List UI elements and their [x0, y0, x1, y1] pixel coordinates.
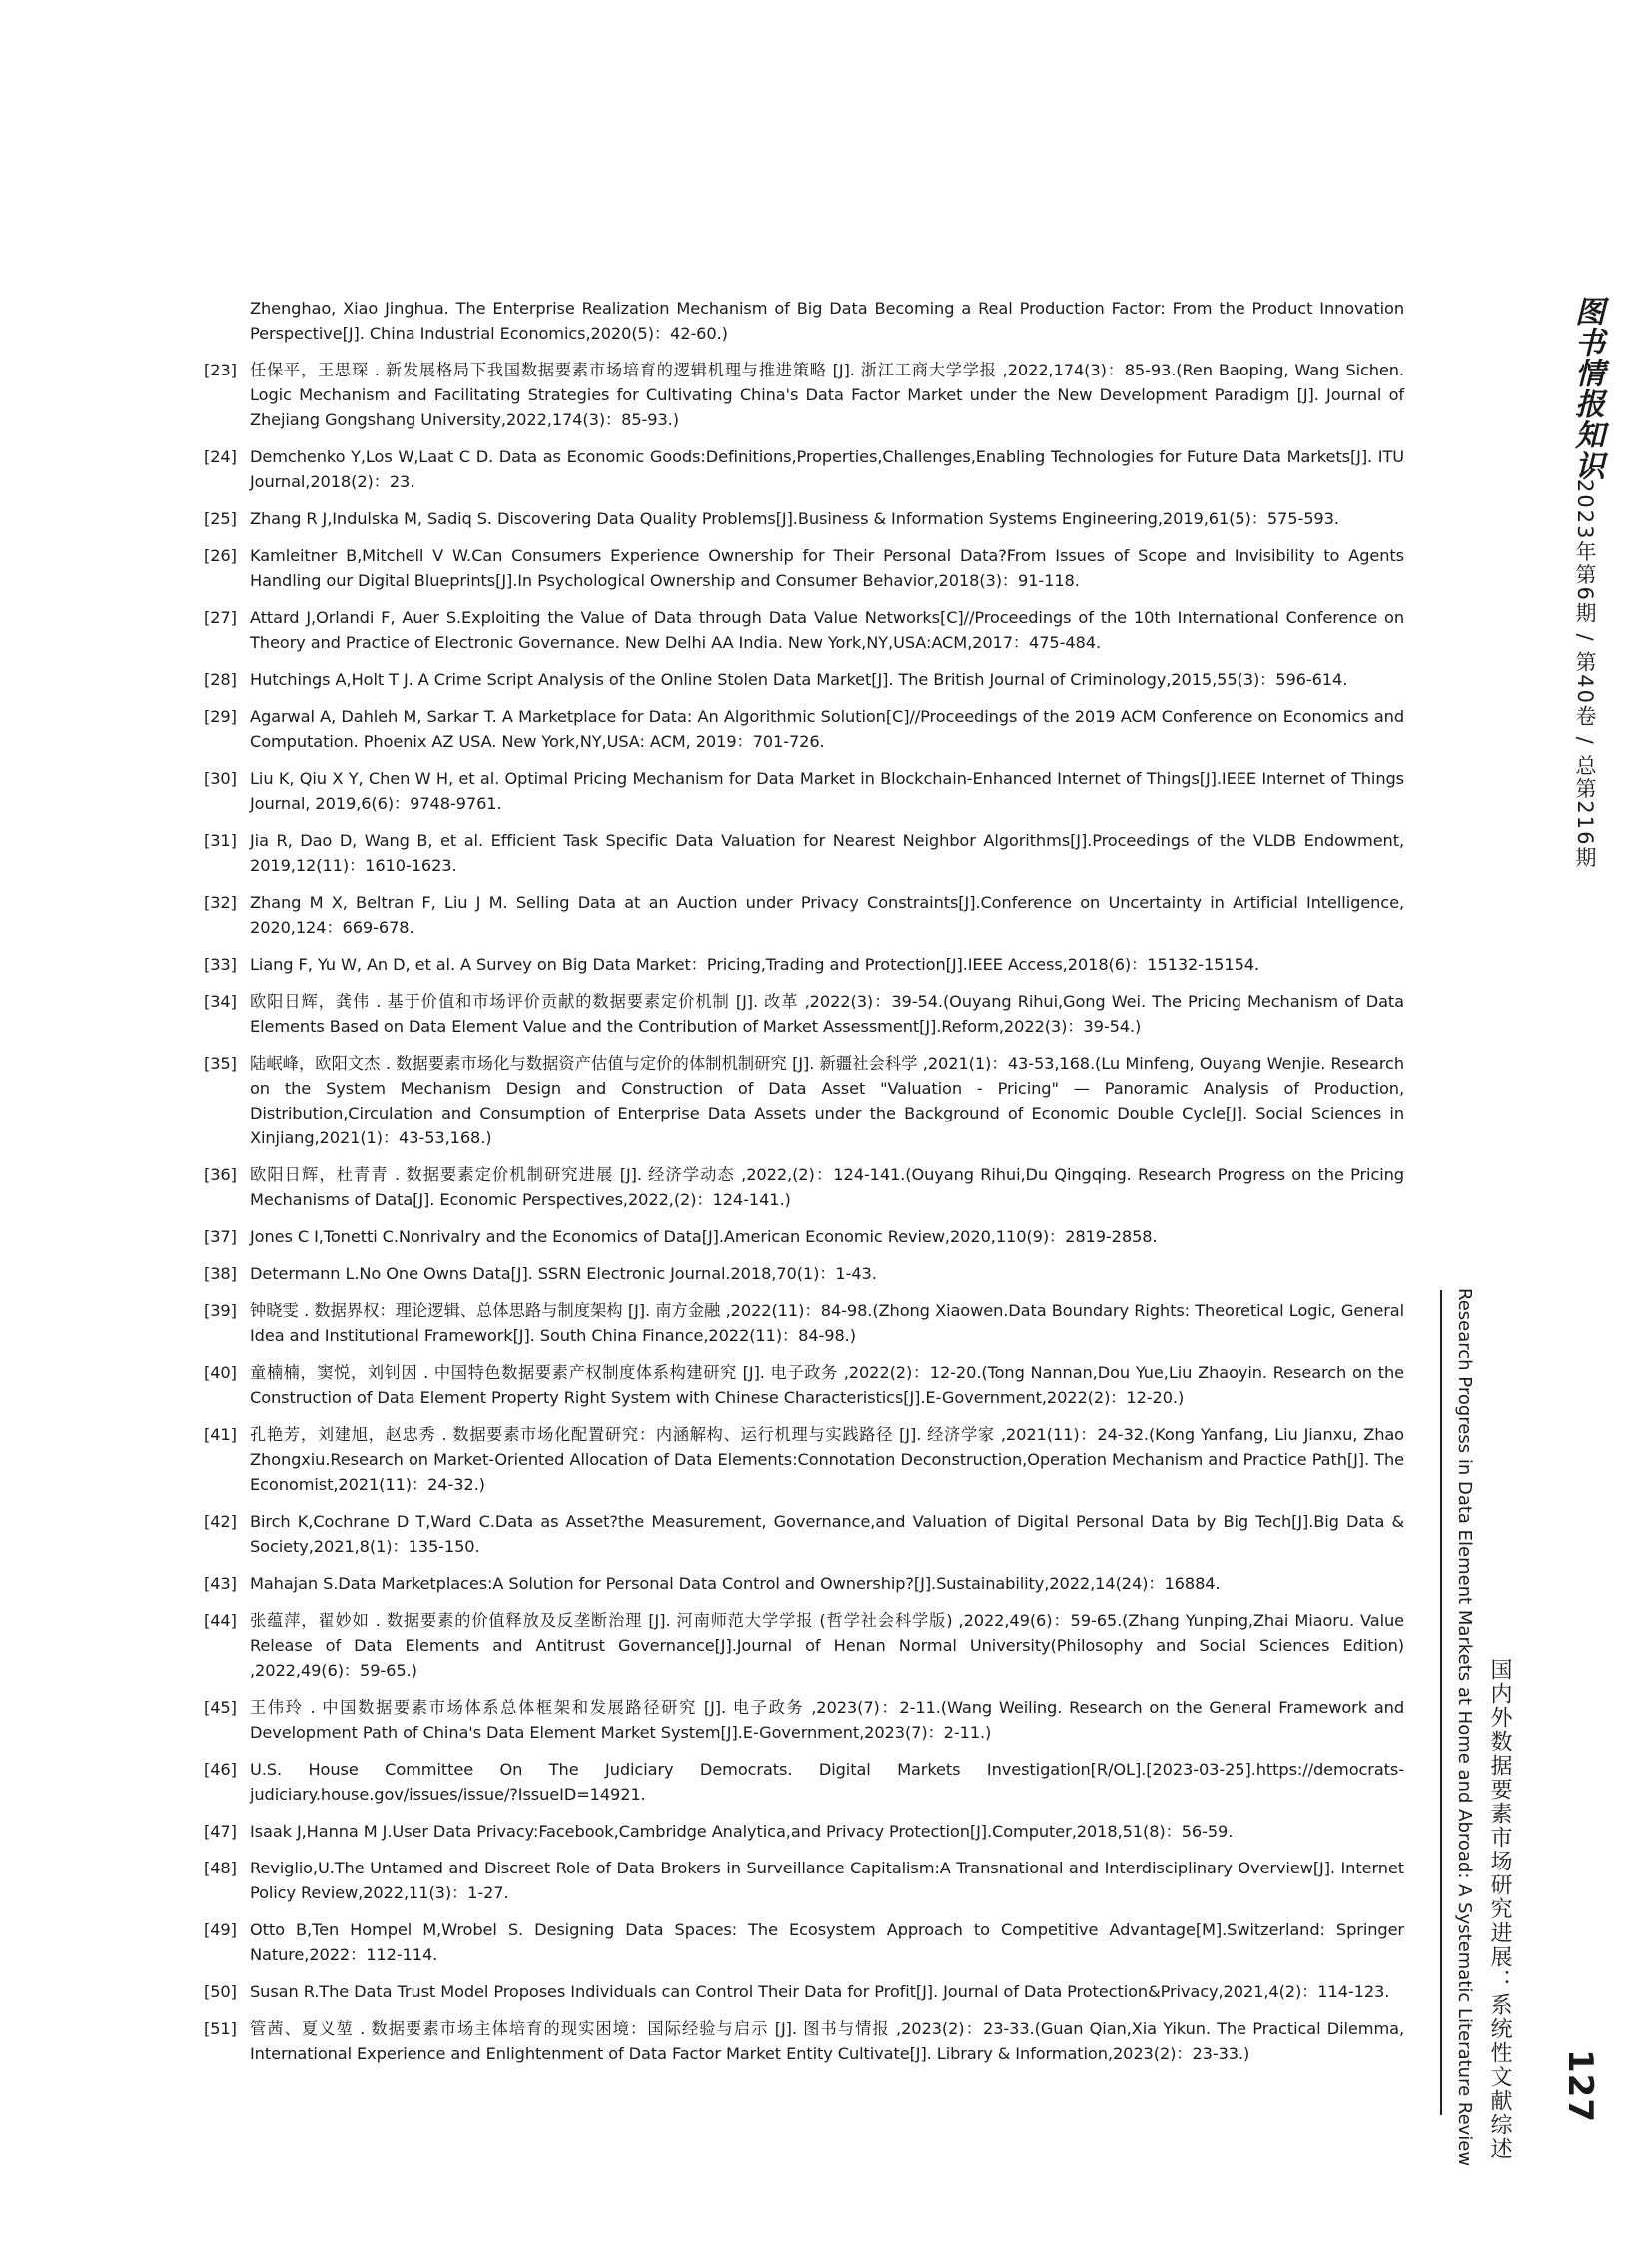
- reference-item: [204, 543, 1404, 593]
- reference-item: [204, 1979, 1404, 2004]
- reference-text: 张蕴萍，翟妙如 . 数据要素的价值释放及反垄断治理 [J]. 河南师范大学学报 (哲学社会科学版) ,2022,49(6)：59-65.(Zhang Yunping,Zhai Miaoru. Value Release of Data Elements and Antitrust Governance[J].Journal of Henan Normal University(Philosophy and Social Sciences Edition) ,2022,49(6)：59-65.): [250, 1611, 1404, 1680]
- reference-text: Zhang R J,Indulska M, Sadiq S. Discovering Data Quality Problems[J].Business & Information Systems Engineering,2019,61(5)：575-593.: [250, 509, 1339, 528]
- reference-item: [204, 1757, 1404, 1807]
- reference-number: [41]: [204, 1425, 237, 1444]
- reference-item: [204, 1422, 1404, 1497]
- reference-item: [204, 296, 1404, 346]
- reference-text: Isaak J,Hanna M J.User Data Privacy:Facebook,Cambridge Analytica,and Privacy Protection[J].Computer,2018,51(8)：56-59.: [250, 1822, 1234, 1841]
- reference-text: 管茜、夏义堃 . 数据要素市场主体培育的现实困境：国际经验与启示 [J]. 图书与情报 ,2023(2)：23-33.(Guan Qian,Xia Yikun. The Practical Dilemma, International Experience and Enlightenment of Data Factor Market Entity Cultivate[J]. Library & Information,2023(2)：23-33.): [250, 2019, 1404, 2063]
- reference-item: [204, 2016, 1404, 2066]
- reference-item: [204, 952, 1404, 977]
- reference-item: [204, 828, 1404, 878]
- reference-number: [49]: [204, 1920, 237, 1939]
- reference-number: [50]: [204, 1982, 237, 2001]
- reference-item: [204, 1261, 1404, 1286]
- issue-info: 2023年第6期 / 第40卷 / 总第216期: [1573, 479, 1597, 870]
- reference-number: [23]: [204, 361, 237, 379]
- reference-item: [204, 766, 1404, 816]
- reference-number: [26]: [204, 546, 237, 565]
- reference-item: [204, 1360, 1404, 1410]
- reference-number: [43]: [204, 1574, 237, 1593]
- page-number: 127: [1560, 2049, 1600, 2123]
- reference-text: Determann L.No One Owns Data[J]. SSRN Electronic Journal.2018,70(1)：1-43.: [250, 1264, 877, 1283]
- reference-text: Demchenko Y,Los W,Laat C D. Data as Economic Goods:Definitions,Properties,Challenges,Enabling Technologies for Future Data Markets[J]. ITU Journal,2018(2)：23.: [250, 447, 1404, 491]
- reference-number: [28]: [204, 670, 237, 689]
- reference-number: [40]: [204, 1363, 237, 1382]
- reference-item: [204, 506, 1404, 531]
- reference-number: [29]: [204, 707, 237, 726]
- reference-text: Jia R, Dao D, Wang B, et al. Efficient Task Specific Data Valuation for Nearest Neighbor Algorithms[J].Proceedings of the VLDB Endowment, 2019,12(11)：1610-1623.: [250, 831, 1404, 875]
- reference-item: [204, 605, 1404, 655]
- reference-number: [36]: [204, 1165, 237, 1184]
- reference-item: [204, 989, 1404, 1039]
- reference-text: 孔艳芳，刘建旭，赵忠秀 . 数据要素市场化配置研究：内涵解构、运行机理与实践路径 [J]. 经济学家 ,2021(11)：24-32.(Kong Yanfang, Liu Jianxu, Zhao Zhongxiu.Research on Market-Oriented Allocation of Data Elements:Connotation Deconstruction,Operation Mechanism and Practice Path[J]. The Economist,2021(11)：24-32.): [250, 1425, 1404, 1494]
- reference-item: [204, 1298, 1404, 1348]
- reference-item: [204, 444, 1404, 494]
- reference-item: [204, 1162, 1404, 1212]
- reference-number: [42]: [204, 1512, 237, 1531]
- reference-text: Agarwal A, Dahleh M, Sarkar T. A Marketplace for Data: An Algorithmic Solution[C]//Proceedings of the 2019 ACM Conference on Economics and Computation. Phoenix AZ USA. New York,NY,USA: ACM, 2019：701-726.: [250, 707, 1404, 751]
- reference-item: [204, 358, 1404, 432]
- reference-text: Birch K,Cochrane D T,Ward C.Data as Asset?the Measurement, Governance,and Valuation of Digital Personal Data by Big Tech[J].Big Data & Society,2021,8(1)：135-150.: [250, 1512, 1404, 1556]
- reference-number: [39]: [204, 1301, 237, 1320]
- reference-text: Liu K, Qiu X Y, Chen W H, et al. Optimal Pricing Mechanism for Data Market in Blockchain-Enhanced Internet of Things[J].IEEE Internet of Things Journal, 2019,6(6)：9748-9761.: [250, 769, 1404, 813]
- reference-text: Liang F, Yu W, An D, et al. A Survey on Big Data Market：Pricing,Trading and Protection[J].IEEE Access,2018(6)：15132-15154.: [250, 955, 1260, 974]
- reference-text: 陆岷峰，欧阳文杰 . 数据要素市场化与数据资产估值与定价的体制机制研究 [J]. 新疆社会科学 ,2021(1)：43-53,168.(Lu Minfeng, Ouyang Wenjie. Research on the System Mechanism Design and Construction of Data Asset "Valuation - Pricing" — Panoramic Analysis of Production, Distribution,Circulation and Consumption of Enterprise Data Assets under the Background of Economic Double Cycle[J]. Social Sciences in Xinjiang,2021(1)：43-53,168.): [250, 1054, 1404, 1147]
- sidebar-divider: [1440, 1290, 1442, 2115]
- reference-item: [204, 1608, 1404, 1683]
- reference-text: 钟晓雯 . 数据界权：理论逻辑、总体思路与制度架构 [J]. 南方金融 ,2022(11)：84-98.(Zhong Xiaowen.Data Boundary Rights: Theoretical Logic, General Idea and Institutional Framework[J]. South China Finance,2022(11)：84-98.): [250, 1301, 1404, 1345]
- article-title-en: Research Progress in Data Element Markets at Home and Abroad: A Systematic Literature Review: [1454, 1288, 1475, 2167]
- reference-item: [204, 1917, 1404, 1967]
- reference-number: [33]: [204, 955, 237, 974]
- reference-text: U.S. House Committee On The Judiciary Democrats. Digital Markets Investigation[R/OL].[2023-03-25].https://democrats-judiciary.house.gov/issues/issue/?IssueID=14921.: [250, 1760, 1404, 1804]
- reference-number: [45]: [204, 1698, 237, 1717]
- reference-text: 王伟玲 . 中国数据要素市场体系总体框架和发展路径研究 [J]. 电子政务 ,2023(7)：2-11.(Wang Weiling. Research on the General Framework and Development Path of China's Data Element Market System[J].E-Government,2023(7)：2-11.): [250, 1698, 1404, 1742]
- reference-text: Hutchings A,Holt T J. A Crime Script Analysis of the Online Stolen Data Market[J]. The British Journal of Criminology,2015,55(3)：596-614.: [250, 670, 1348, 689]
- journal-logo: 图书情报知识: [1569, 296, 1604, 481]
- reference-number: [34]: [204, 992, 237, 1011]
- reference-text: Zhenghao, Xiao Jinghua. The Enterprise Realization Mechanism of Big Data Becoming a Real Production Factor: From the Product Innovation Perspective[J]. China Industrial Economics,2020(5)：42-60.): [250, 299, 1404, 343]
- reference-text: 任保平，王思琛 . 新发展格局下我国数据要素市场培育的逻辑机理与推进策略 [J]. 浙江工商大学学报 ,2022,174(3)：85-93.(Ren Baoping, Wang Sichen. Logic Mechanism and Facilitating Strategies for Cultivating China's Data Factor Market under the New Development Paradigm [J]. Journal of Zhejiang Gongshang University,2022,174(3)：85-93.): [250, 361, 1404, 429]
- reference-number: [47]: [204, 1822, 237, 1841]
- reference-item: [204, 1051, 1404, 1150]
- reference-item: [204, 667, 1404, 692]
- reference-text: 童楠楠，窦悦，刘钊因 . 中国特色数据要素产权制度体系构建研究 [J]. 电子政务 ,2022(2)：12-20.(Tong Nannan,Dou Yue,Liu Zhaoyin. Research on the Construction of Data Element Property Right System with Chinese Characteristics[J].E-Government,2022(2)：12-20.): [250, 1363, 1404, 1407]
- reference-number: [51]: [204, 2019, 237, 2038]
- reference-number: [48]: [204, 1859, 237, 1877]
- reference-list: [204, 296, 1404, 2078]
- reference-number: [27]: [204, 608, 237, 627]
- reference-text: Zhang M X, Beltran F, Liu J M. Selling Data at an Auction under Privacy Constraints[J].Conference on Uncertainty in Artificial Intelligence, 2020,124：669-678.: [250, 893, 1404, 937]
- reference-text: Otto B,Ten Hompel M,Wrobel S. Designing Data Spaces: The Ecosystem Approach to Competitive Advantage[M].Switzerland: Springer Nature,2022：112-114.: [250, 1920, 1404, 1964]
- reference-number: [46]: [204, 1760, 237, 1779]
- reference-text: Reviglio,U.The Untamed and Discreet Role of Data Brokers in Surveillance Capitalism:A Transnational and Interdisciplinary Overview[J]. Internet Policy Review,2022,11(3)：1-27.: [250, 1859, 1404, 1902]
- reference-number: [44]: [204, 1611, 237, 1630]
- article-title-cn: 国内外数据要素市场研究进展：系统性文献综述: [1487, 1658, 1512, 2161]
- reference-item: [204, 1856, 1404, 1905]
- reference-text: Susan R.The Data Trust Model Proposes Individuals can Control Their Data for Profit[J]. Journal of Data Protection&Privacy,2021,4(2)：114-123.: [250, 1982, 1390, 2001]
- reference-number: [32]: [204, 893, 237, 912]
- reference-item: [204, 890, 1404, 940]
- reference-item: [204, 1509, 1404, 1559]
- reference-text: Attard J,Orlandi F, Auer S.Exploiting the Value of Data through Data Value Networks[C]//Proceedings of the 10th International Conference on Theory and Practice of Electronic Governance. New Delhi AA India. New York,NY,USA:ACM,2017：475-484.: [250, 608, 1404, 652]
- reference-item: [204, 1224, 1404, 1249]
- reference-text: Mahajan S.Data Marketplaces:A Solution for Personal Data Control and Ownership?[J].Sustainability,2022,14(24)：16884.: [250, 1574, 1221, 1593]
- reference-number: [30]: [204, 769, 237, 788]
- reference-number: [35]: [204, 1054, 237, 1073]
- reference-number: [37]: [204, 1227, 237, 1246]
- reference-number: [25]: [204, 509, 237, 528]
- reference-number: [31]: [204, 831, 237, 850]
- reference-item: [204, 704, 1404, 754]
- reference-text: Kamleitner B,Mitchell V W.Can Consumers Experience Ownership for Their Personal Data?From Issues of Scope and Invisibility to Agents Handling our Digital Blueprints[J].In Psychological Ownership and Consumer Behavior,2018(3)：91-118.: [250, 546, 1404, 590]
- reference-number: [24]: [204, 447, 237, 466]
- reference-item: [204, 1695, 1404, 1745]
- reference-item: [204, 1571, 1404, 1596]
- reference-text: 欧阳日辉，杜青青 . 数据要素定价机制研究进展 [J]. 经济学动态 ,2022,(2)：124-141.(Ouyang Rihui,Du Qingqing. Research Progress on the Pricing Mechanisms of Data[J]. Economic Perspectives,2022,(2)：124-141.): [250, 1165, 1404, 1209]
- reference-item: [204, 1819, 1404, 1844]
- reference-text: 欧阳日辉，龚伟 . 基于价值和市场评价贡献的数据要素定价机制 [J]. 改革 ,2022(3)：39-54.(Ouyang Rihui,Gong Wei. The Pricing Mechanism of Data Elements Based on Data Element Value and the Contribution of Market Assessment[J].Reform,2022(3)：39-54.): [250, 992, 1404, 1036]
- reference-number: [38]: [204, 1264, 237, 1283]
- reference-text: Jones C I,Tonetti C.Nonrivalry and the Economics of Data[J].American Economic Review,2020,110(9)：2819-2858.: [250, 1227, 1158, 1246]
